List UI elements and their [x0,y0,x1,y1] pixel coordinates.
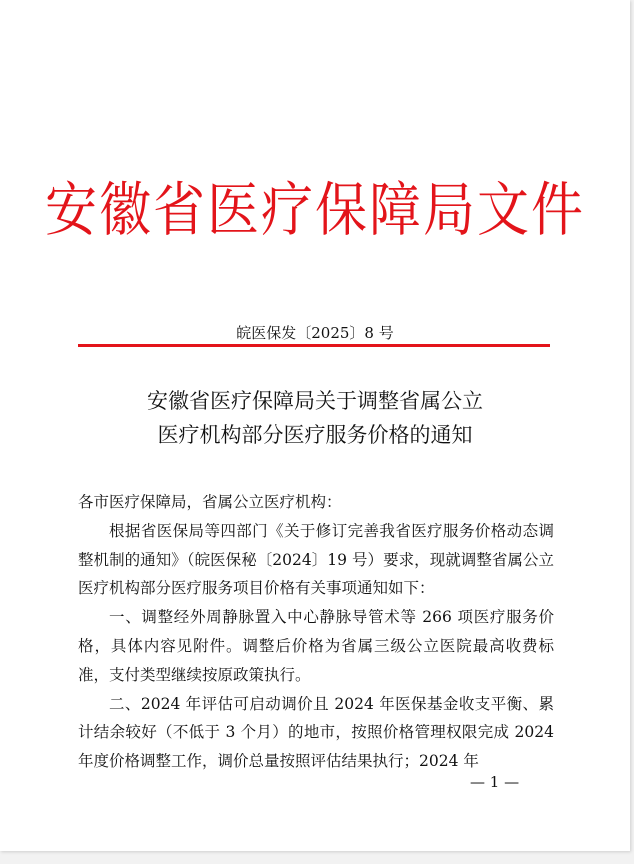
paragraph-2: 一、调整经外周静脉置入中心静脉导管术等 266 项医疗服务价格，具体内容见附件。调整后价格为省属三级公立医院最高收费标准，支付类型继续按原政策执行。 [78,608,554,684]
document-header-title: 安徽省医疗保障局文件 [44,177,585,245]
notice-title [0,384,630,452]
document-body [78,488,554,776]
red-divider-line [78,344,550,347]
notice-title-line-2: 医疗机构部分医疗服务价格的通知 [157,423,473,447]
notice-title-line-1: 安徽省医疗保障局关于调整省属公立 [147,389,483,413]
salutation: 各市医疗保障局，省属公立医疗机构： [78,493,342,511]
paragraph-1: 根据省医保局等四部门《关于修订完善我省医疗服务价格动态调整机制的通知》（皖医保秘〔2024〕19 号）要求，现就调整省属公立医疗机构部分医疗服务项目价格有关事项通知如下： [78,521,554,598]
paragraph-3: 二、2024 年评估可启动调价且 2024 年医保基金收支平衡、累计结余较好（不低于 3 个月）的地市，按照价格管理权限完成 2024 年度价格调整工作，调价总量按照评估结果执行；2024 年 [78,694,554,771]
page-number: — 1 — [470,773,520,791]
document-number: 皖医保发〔2025〕8 号 [236,324,394,342]
